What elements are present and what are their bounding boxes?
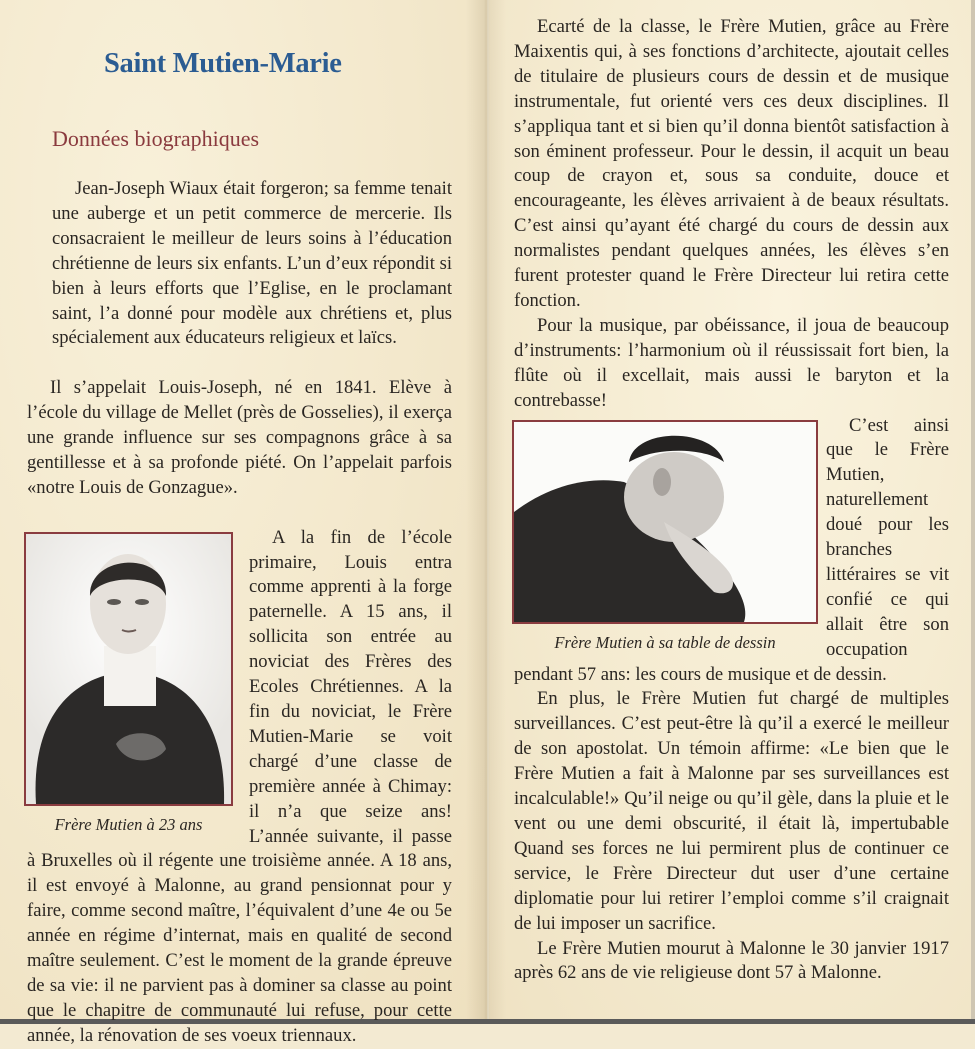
left-paragraph-3-wrapped-end: est envoyé à Malonne, au [45, 875, 252, 897]
document-title: Saint Mutien-Marie [104, 48, 342, 79]
page-fold-shadow [466, 0, 506, 1024]
section-heading: Données biographiques [52, 126, 260, 151]
paragraph-spacer [27, 501, 452, 526]
right-paragraph-2-wrapped: bien, la flûte où il excellait, mais aussi le baryton et la contrebasse! [514, 339, 949, 411]
left-paragraph-3-full: grand pensionnat pour y faire, comme second maître, l’équivalent d’une 4e ou 5e année en régime d’internat, mais en qualité de second maître seulement. C’est le moment de la grande épreuve de sa vie: il ne parvient pas à dominer sa classe au point que le chapitre de communauté lui refuse, pour cette année, la rénovation de ses voeux triennaux. [27, 875, 452, 1046]
paragraph-text: Le Frère Mutien mourut à Malonne le 30 janvier 1917 après 62 ans de vie religieuse dont 57 à Malonne. [514, 937, 949, 984]
right-paragraph-5 [514, 937, 949, 987]
portrait-photo-young [24, 532, 233, 806]
left-paragraph-2 [27, 376, 452, 501]
figure-young-portrait [24, 532, 233, 836]
right-paragraph-4 [514, 687, 949, 936]
right-text-column [514, 15, 949, 986]
photo-drawing-table [512, 420, 818, 624]
drawing-table-image [514, 422, 816, 622]
left-text-column [27, 177, 452, 1049]
paragraph-text: En plus, le Frère Mutien fut chargé de multiples surveillances. C’est peut-être là qu’il a exercé le meilleur de son apostolat. Un témoin affirme: «Le bien que le Frère Mutien a fait à Malonne par ses surveillances est incalculable!» Qu’il neige ou qu’il gèle, dans la pluie et le vent ou une demi obscurité, il était là, impertubable Quand ses forces ne lui permirent plus de continuer ce service, le Frère Directeur dut user d’une certaine diplomatie pour lui retirer l’emploi comme s’il craignait de lui imposer un sacrifice. [514, 688, 949, 934]
paragraph-spacer [27, 351, 452, 376]
right-paragraph-3-rest: se vit confié ce qui allait être son occupation pendant 57 ans: les cours de musique et de dessin. [514, 563, 949, 685]
right-paragraph-2-top: Pour la musique, par obéissance, il joua de beaucoup d’instruments: l’harmonium où il réussissait fort [514, 314, 949, 361]
right-paragraph-3-wrapped: C’est ainsi que le Frère Mutien, naturellement doué pour les branches littéraires [826, 414, 949, 585]
photo-caption-young: Frère Mutien à 23 ans [54, 814, 203, 834]
portrait-young-image [26, 534, 231, 804]
scan-edge [971, 0, 975, 1024]
right-paragraph-2 [514, 314, 949, 414]
paragraph-text: Il s’appelait Louis-Joseph, né en 1841. Elève à l’école du village de Mellet (près de Gosselies), il exerça une grande influence sur ses compagnons grâce à sa gentillesse et à sa profonde piété. On l’appelait parfois «notre Louis de Gonzague». [27, 377, 452, 498]
figure-drawing-table [512, 420, 818, 654]
right-paragraph-1 [514, 15, 949, 314]
right-paragraph-2-text [514, 314, 949, 414]
left-paragraph-3-wrapped: A la fin de l’école primaire, Louis entra comme apprenti à la forge paternelle. A 15 ans, il sollicita son entrée au noviciat des Frères des Ecoles Chrétiennes. A la fin du noviciat, le Frère Mutien-Marie se voit chargé d’une classe de première année à Chimay: il n’a que seize ans! L’année suivante, il passe à Bruxelles où il régente une troisième année. A 18 ans, il [27, 526, 452, 897]
paragraph-text: Ecarté de la classe, le Frère Mutien, grâce au Frère Maixentis qui, à ses fonctions d’architecte, ajoutait celles de titulaire de plusieurs cours de dessin et de musique instrumentale, fut orienté vers ces deux disciplines. Il s’appliqua tant et si bien qu’il donna bientôt satisfaction à son éminent professeur. Pour le dessin, il acquit un beau coup de crayon et, sous sa conduite, douce et encourageante, les élèves arrivaient à de beaux résultats. C’est ainsi qu’ayant été chargé du cours de dessin aux normalistes pendant quelques années, les élèves s’en furent protester quand le Frère Directeur lui retira cette fonction. [514, 16, 949, 311]
photo-caption-drawing: Frère Mutien à sa table de dessin [554, 632, 776, 652]
paragraph-text: Jean-Joseph Wiaux était forgeron; sa femme tenait une auberge et un petit commerce de mercerie. Ils consacraient le meilleur de leurs soins à l’éducation chrétienne de leurs six enfants. L’un d’eux répondit si bien à leurs efforts que l’Eglise, en le proclamant saint, l’a donné pour modèle aux chrétiens et, plus spécialement aux éducateurs religieux et laïcs. [52, 178, 452, 349]
left-paragraph-1 [27, 177, 452, 351]
